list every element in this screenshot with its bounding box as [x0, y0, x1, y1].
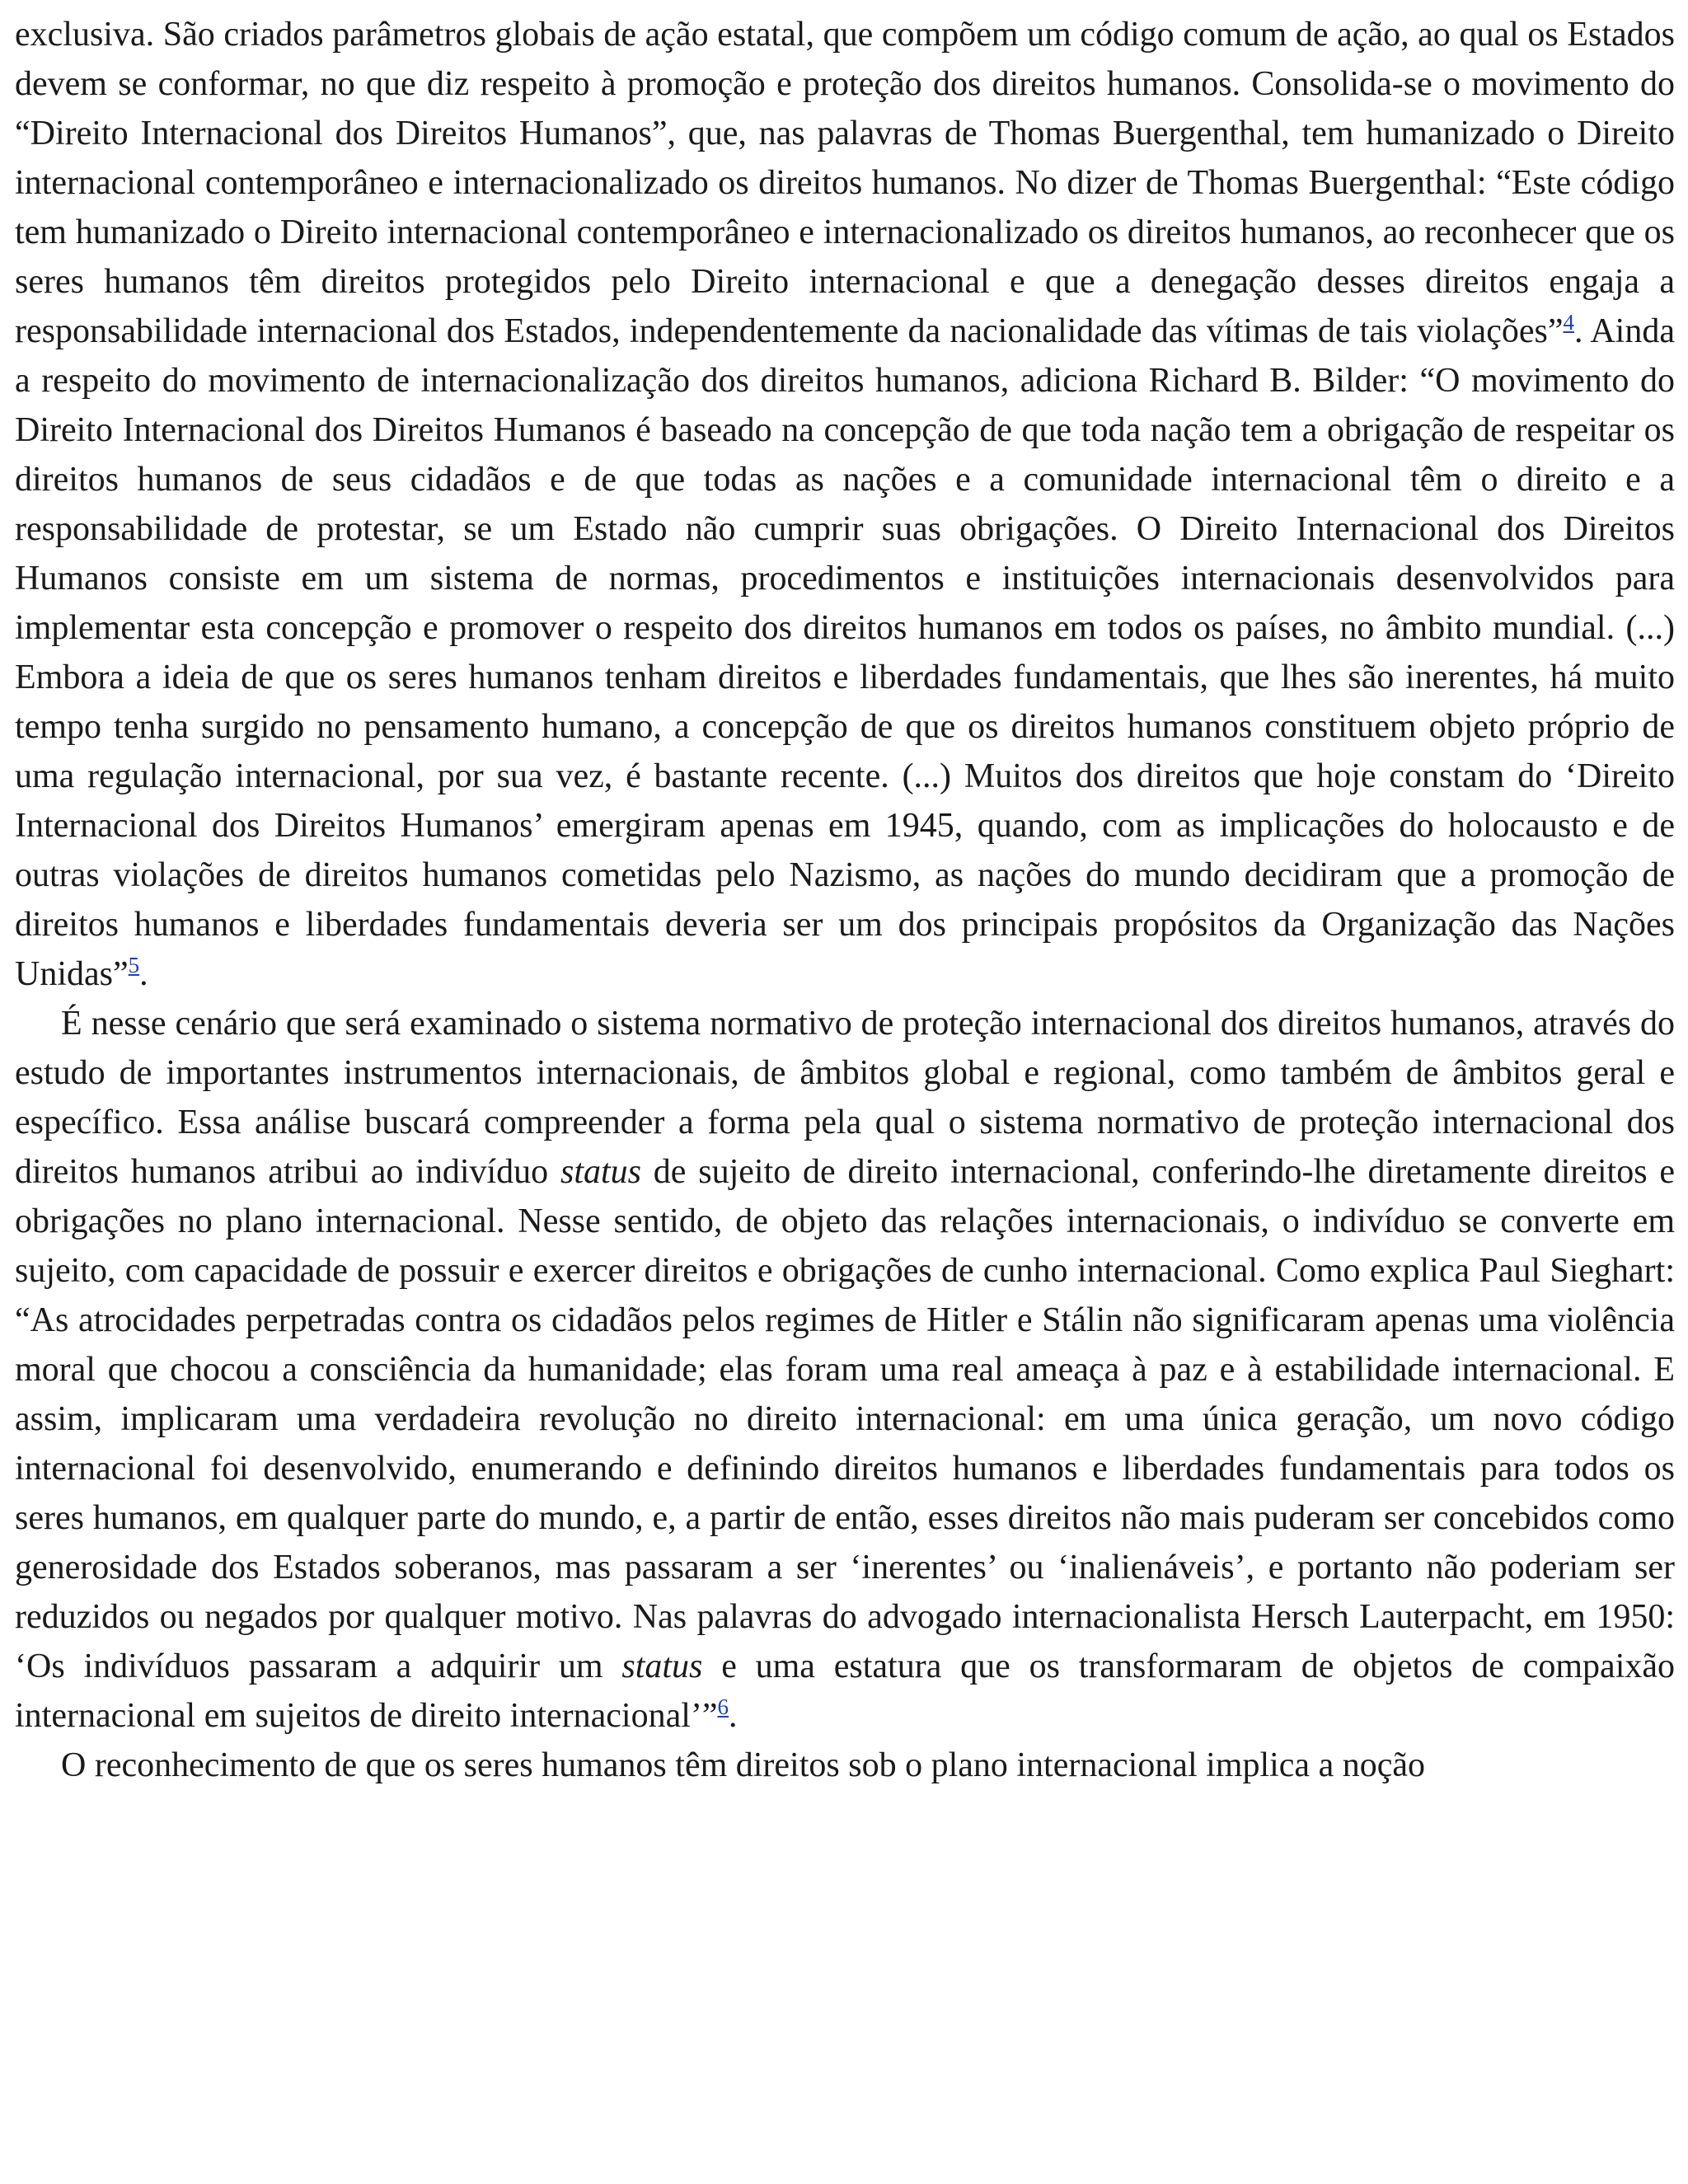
paragraph-text: exclusiva. São criados parâmetros globais de ação estatal, que compõem um código comum de ação, ao qual os Estados devem se conformar, no que diz respeito à promoção e proteção dos direitos humanos. Consolida-se o movimento do “Direito Internacional dos Direitos Humanos”, que, nas palavras de Thomas Buergenthal, tem humanizado o Direito internacional contemporâneo e internacionalizado os direitos humanos. No dizer de Thomas Buergenthal: “Este código tem humanizado o Direito internacional contemporâneo e internacionalizado os direitos humanos, ao reconhecer que os seres humanos têm direitos protegidos pelo Direito internacional e que a denegação desses direitos engaja a responsabilidade internacional dos Estados, independentemente da nacionalidade das vítimas de tais violações” [15, 16, 1675, 350]
paragraph-text: . [139, 955, 148, 993]
paragraph-text: de sujeito de direito internacional, conferindo-lhe diretamente direitos e obrigações no plano internacional. Nesse sentido, de objeto das relações internacionais, o indivíduo se converte em sujeito, com capacidade de possuir e exercer direitos e obrigações de cunho internacional. Como explica Paul Sieghart: “As atrocidades perpetradas contra os cidadãos pelos regimes de Hitler e Stálin não significaram apenas uma violência moral que chocou a consciência da humanidade; elas foram uma real ameaça à paz e à estabilidade internacional. E assim, implicaram uma verdadeira revolução no direito internacional: em uma única geração, um novo código internacional foi desenvolvido, enumerando e definindo direitos humanos e liberdades fundamentais para todos os seres humanos, em qualquer parte do mundo, e, a partir de então, esses direitos não mais puderam ser concebidos como generosidade dos Estados soberanos, mas passaram a ser ‘inerentes’ ou ‘inalienáveis’, e portanto não poderiam ser reduzidos ou negados por qualquer motivo. Nas palavras do advogado internacionalista Hersch Lauterpacht, em 1950: ‘Os indivíduos passaram a adquirir um [15, 1153, 1675, 1685]
paragraph-text: . Ainda a respeito do movimento de internacionalização dos direitos humanos, adiciona Richard B. Bilder: “O movimento do Direito Internacional dos Direitos Humanos é baseado na concepção de que toda nação tem a obrigação de respeitar os direitos humanos de seus cidadãos e de que todas as nações e a comunidade internacional têm o direito e a responsabilidade de protestar, se um Estado não cumprir suas obrigações. O Direito Internacional dos Direitos Humanos consiste em um sistema de normas, procedimentos e instituições internacionais desenvolvidos para implementar esta concepção e promover o respeito dos direitos humanos em todos os países, no âmbito mundial. (...) Embora a ideia de que os seres humanos tenham direitos e liberdades fundamentais, que lhes são inerentes, há muito tempo tenha surgido no pensamento humano, a concepção de que os direitos humanos constituem objeto próprio de uma regulação internacional, por sua vez, é bastante recente. (...) Muitos dos direitos que hoje constam do ‘Direito Internacional dos Direitos Humanos’ emergiram apenas em 1945, quando, com as implicações do holocausto e de outras violações de direitos humanos cometidas pelo Nazismo, as nações do mundo decidiram que a promoção de direitos humanos e liberdades fundamentais deveria ser um dos principais propósitos da Organização das Nações Unidas” [15, 312, 1675, 993]
paragraph-text: e uma estatura que os transformaram de objetos de compaixão internacional em sujeitos de direito internacional’” [15, 1647, 1676, 1735]
footnote-link-5[interactable]: 5 [128, 953, 140, 977]
paragraph [15, 10, 1675, 999]
footnote-link-4[interactable]: 4 [1563, 310, 1574, 335]
paragraph-text: . [729, 1697, 738, 1735]
paragraph [15, 1741, 1675, 1790]
italic-term: status [621, 1647, 703, 1685]
paragraph [15, 999, 1675, 1741]
italic-term: status [560, 1153, 641, 1191]
paragraph-text: O reconhecimento de que os seres humanos têm direitos sob o plano internacional implica a noção [61, 1746, 1426, 1784]
footnote-link-6[interactable]: 6 [717, 1694, 729, 1719]
paragraph-text: É nesse cenário que será examinado o sistema normativo de proteção internacional dos direitos humanos, através do estudo de importantes instrumentos internacionais, de âmbitos global e regional, como também de âmbitos geral e específico. Essa análise buscará compreender a forma pela qual o sistema normativo de proteção internacional dos direitos humanos atribui ao indivíduo [15, 1005, 1675, 1191]
